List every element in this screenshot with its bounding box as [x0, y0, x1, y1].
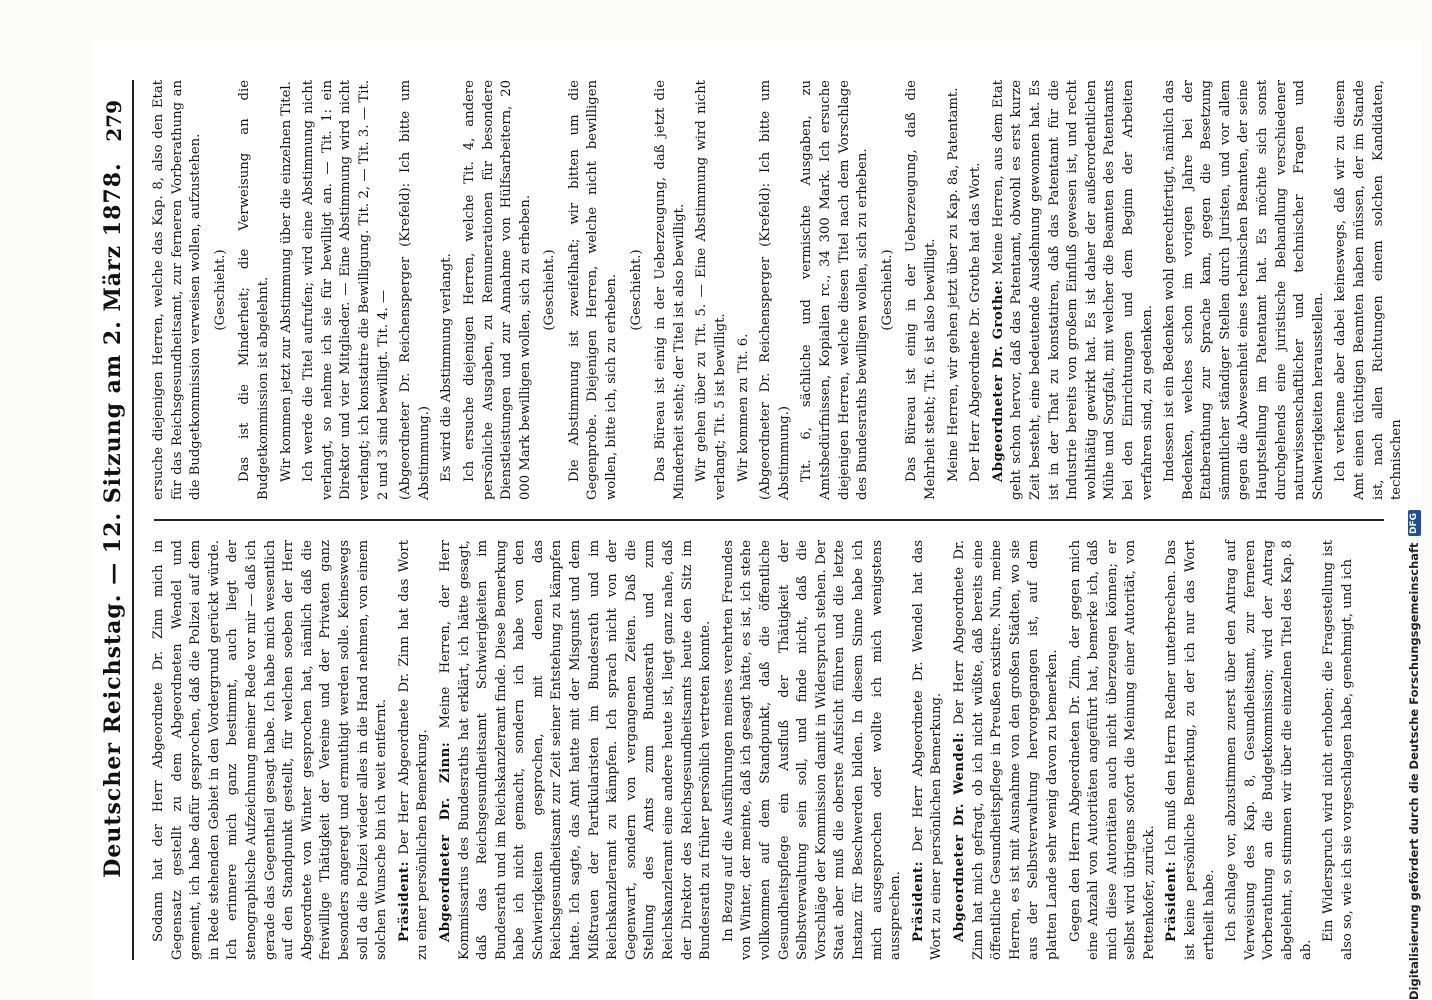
paragraph-text: Ein Widerspruch wird nicht erhoben; die Fragestellung ist also so, wie ich sie vorgeschlagen habe, genehmigt, und ich	[1321, 540, 1355, 960]
paragraph	[945, 80, 964, 500]
paragraph-text: Der Herr Abgeordnete Dr. Zinn hat mich gefragt, ob ich nicht wüßte, daß bereits eine öffentliche Gesundheitspflege in Preußen existire. Nun, meine Herren, es ist mit Ausnahme von den großen Städten, wo sie aus der Selbstverwaltung hervorgegangen ist, auf dem platten Lande sehr wenig davon zu bemerken.	[951, 540, 1060, 960]
document-page	[92, 40, 1422, 1000]
paragraph-text: Meine Herren, wir gehen jetzt über zu Kap. 8a, Patentamt.	[945, 87, 961, 482]
paragraph-text: Das Büreau ist einig in der Ueberzeugung, daß jetzt die Minderheit steht; der Titel ist also bewilligt.	[653, 80, 687, 500]
page-header-title: Deutscher Reichstag. — 12. Sitzung am 2. März 1878.	[100, 162, 126, 878]
paragraph	[236, 80, 273, 500]
paragraph-text: Indessen ist ein Bedenken wohl gerechtfertigt, nämlich das Bedenken, welches schon im vorigen Jahre bei der Etatberathung zur Sprache kam, gegen die Besetzung sämmtlicher ständiger Stellen durch Juristen, und vor allem gegen die Abwesenheit eines technischen Beamten, der seine Hauptstellung im Patentamt hat. Es möchte sich sonst durchgehends eine juristische Behandlung verschiedener naturwissenschaftlicher und technischer Fragen und Schwierigkeiten herausstellen.	[1162, 80, 1326, 500]
paragraph-text: Tit. 6, sächliche und vermischte Ausgaben, zu Amtsbedürfnissen, Kopialien rc., 34 300 Mark. Ich ersuche diejenigen Herren, welche diesen Titel nach dem Vorschlage des Bundesraths bewilligen wollen, sich zu erheben.	[799, 80, 871, 500]
stage-direction	[541, 80, 560, 500]
paragraph-text: Ich muß den Herrn Redner unterbrechen. Das ist keine persönliche Bemerkung, zu der ich nur das Wort ertheilt habe.	[1164, 540, 1217, 960]
paragraph	[438, 80, 457, 500]
paragraph-text: (Geschieht.)	[212, 249, 228, 331]
stage-direction	[628, 80, 647, 500]
paragraph	[967, 80, 986, 500]
paragraph	[652, 80, 689, 500]
paragraph-text: Ich ersuche diejenigen Herren, welche Tit. 4, andere persönliche Ausgaben, zu Remunerationen für besondere Dienstleistungen und zur Annahme von Hülfsarbeitern, 20 000 Mark bewilligen wollen, sich zu erheben.	[461, 80, 533, 500]
paragraph	[910, 540, 947, 960]
right-column	[150, 80, 1411, 500]
paragraph-text: Wir gehen über zu Tit. 5. — Eine Abstimmung wird nicht verlangt; Tit. 5 ist bewilligt.	[694, 80, 729, 500]
paragraph-text: Das Büreau ist einig in der Ueberzeugung, daß die Mehrheit steht; Tit. 6 ist also bewilligt.	[904, 80, 938, 500]
speaker-name: Präsident:	[910, 860, 926, 942]
paragraph-text: Wir kommen zu Tit. 6.	[735, 333, 751, 482]
speaker-name: Abgeordneter Dr. Grothe:	[990, 279, 1006, 482]
paragraph	[1163, 540, 1219, 960]
paragraph-text: Gegen den Herrn Abgeordneten Dr. Zinn, der gegen mich eine Anzahl von Autoritäten angeführt hat, bemerke ich, daß mich diese Autoritäten auch nicht überzeugen können; er selbst wird übrigens sofort die Meinung einer Autorität, von Pettenkofer, zurück.	[1067, 540, 1157, 960]
paragraph	[720, 540, 906, 960]
paragraph-text: Meine Herren, aus dem Etat geht schon hervor, daß das Patentamt, obwohl es erst kurze Zeit besteht, eine bedeutende Ausdehnung gewonnen hat. Es ist in der That zu konstatiren, daß das Patentamt für die Industrie bereits von großem Einfluß gewesen ist, und recht wohlthätig gewirkt hat. Es ist daher der außerordentlichen Mühe und Sorgfalt, mit welcher die Beamten des Patentamts bei den Einrichtungen und dem Beginn der Arbeiten verfahren sind, zu gedenken.	[990, 79, 1155, 500]
paragraph	[1223, 540, 1316, 960]
page-number: 279	[102, 100, 126, 142]
paragraph	[990, 80, 1157, 500]
paragraph-text: Sodann hat der Herr Abgeordnete Dr. Zinn mich in Gegensatz gestellt zu dem Abgeordneten Wendel und gemeint, ich habe dafür gesprochen, daß die Polizei auf dem in Rede stehenden Gebiet in den Vordergrund gerückt würde. Ich erinnere mich ganz bestimmt, auch liegt der stenographische Aufzeichnung meiner Rede vor mir — daß ich gerade das Gegentheil gesagt habe. Ich habe mich wesentlich auf den Standpunkt gestellt, für welchen soeben der Herr Abgeordnete von Winter gesprochen hat, nämlich daß die freiwillige Thätigkeit der Vereine und der Privaten ganz besonders angeregt und ermuthigt werden solle. Keineswegs soll da die Polizei wieder alles in die Hand nehmen, von einem solchen Wunsche bin ich weit entfernt.	[151, 540, 390, 960]
digitization-credit-text: Digitalisierung gefördert durch die Deutsche Forschungsgemeinschaft	[1407, 542, 1421, 1000]
paragraph	[757, 80, 794, 500]
paragraph	[300, 80, 393, 500]
digitization-credit	[1403, 20, 1425, 1000]
paragraph	[396, 540, 433, 960]
speaker-name: Präsident:	[1164, 860, 1180, 942]
paragraph-text: Die Abstimmung ist zweifelhaft; wir bitten um die Gegenprobe. Diejenigen Herren, welche nicht bewilligen wollen, bitte ich, sich zu erheben.	[566, 80, 620, 500]
stage-direction	[212, 80, 231, 500]
paragraph-text: Ich werde die Titel aufrufen; wird eine Abstimmung nicht verlangt, so nehme ich sie für bewilligt an. — Tit. 1: ein Direktor und vier Mitglieder. — Eine Abstimmung wird nicht verlangt; ich konstatire die Bewilligung. Tit. 2, — Tit. 3. — Tit. 2 und 3 sind bewilligt. Tit. 4. —	[301, 80, 391, 500]
paragraph	[903, 80, 940, 500]
paragraph-text: (Geschieht.)	[542, 249, 558, 331]
paragraph-text: ersuche diejenigen Herren, welche das Kap. 8, also den Etat für das Reichsgesundheitsamt, zur ferneren Vorberathung an die Budgetkommission verweisen wollen, aufzustehen.	[151, 80, 204, 500]
paragraph-text: Wir kommen jetzt zur Abstimmung über die einzelnen Titel.	[278, 81, 294, 482]
paragraph	[693, 80, 730, 500]
stage-direction	[879, 80, 898, 500]
paragraph	[437, 540, 716, 960]
paragraph	[798, 80, 872, 500]
paragraph	[566, 80, 622, 500]
paragraph-text: Der Herr Abgeordnete Dr. Zinn hat das Wort zu einer persönlichen Bemerkung.	[396, 540, 431, 960]
dfg-logo-icon: DFG	[1408, 510, 1421, 536]
paragraph-text: Es wird die Abstimmung verlangt.	[439, 253, 455, 482]
paragraph-text: Meine Herren, der Herr Kommissarius des Bundesraths hat erklärt, ich hätte gesagt, daß das Reichsgesundheitsamt Schwierigkeiten im Bundesrath und im Reichskanzleramt finde. Diese Bemerkung habe ich nicht gemacht, sondern ich habe von den Schwierigkeiten gesprochen, mit denen das Reichsgesundheitsamt zur Zeit seiner Entstehung zu kämpfen hatte. Ich sagte, das Amt hatte mit der Misgunst und dem Mißtrauen der Partikularisten im Bundesrath und im Reichskanzleramt zu kämpfen. Ich sprach nicht von der Gegenwart, sondern von vergangenen Zeiten. Daß die Stellung des Amts zum Bundesrath und zum Reichskanzleramt eine andere heute ist, liegt ganz nahe, daß der Direktor des Reichsgesundheitsamts heute den Sitz im Bundesrath zu früher persönlich vertreten konnte.	[437, 540, 714, 960]
paragraph	[150, 80, 206, 500]
paragraph	[735, 80, 754, 500]
paragraph-text: Ich schlage vor, abzustimmen zuerst über den Antrag auf Verweisung des Kap. 8, Gesundheitsamt, zur ferneren Vorberathung an die Budgetkommission; wird der Antrag abgelehnt, so stimmen wir über die einzelnen Titel des Kap. 8 ab.	[1224, 540, 1314, 960]
paragraph	[397, 80, 434, 500]
paragraph-text: Der Herr Abgeordnete Dr. Grothe hat das Wort.	[968, 162, 984, 482]
paragraph	[150, 540, 392, 960]
paragraph	[461, 80, 535, 500]
column-divider	[154, 519, 1384, 521]
paragraph	[1320, 540, 1357, 960]
paragraph-text: (Geschieht.)	[628, 249, 644, 331]
paragraph-text: Der Herr Abgeordnete Dr. Wendel hat das Wort zu einer persönlichen Bemerkung.	[910, 540, 945, 960]
speaker-name: Abgeordneter Dr. Wendel:	[951, 732, 967, 942]
paragraph	[951, 540, 1063, 960]
speaker-name: Abgeordneter Dr. Zinn:	[437, 741, 453, 942]
header-rule	[132, 80, 134, 960]
paragraph-text: (Abgeordneter Dr. Reichensperger (Krefeld): Ich bitte um Abstimmung.)	[398, 80, 432, 500]
paragraph-text: In Bezug auf die Ausführungen meines verehrten Freundes von Winter, der meinte, daß ich gesagt hätte, es ist, ich stehe vollkommen auf dem Standpunkt, daß die öffentliche Gesundheitspflege ein Ausfluß der Thätigkeit der Selbstverwaltung sein soll, und finde nicht, daß die Vorschläge der Kommission damit in Widerspruch stehen. Der Staat aber muß die oberste Aufsicht führen und die letzte Instanz für Beschwerden bilden. In diesem Sinne habe ich mich ausgesprochen oder wollte ich mich wenigstens aussprechen.	[720, 540, 904, 960]
paragraph	[1161, 80, 1328, 500]
paragraph	[1332, 80, 1406, 500]
paragraph-text: Das ist die Minderheit; die Verweisung an die Budgetkommission ist abgelehnt.	[237, 80, 271, 500]
paragraph-text: Ich verkenne aber dabei keineswegs, daß wir zu diesem Amt einen tüchtigen Beamten haben müssen, der im Stande ist, nach allen Richtungen einem solchen Kandidaten, technischen	[1333, 80, 1405, 500]
paragraph-text: (Geschieht.)	[879, 249, 895, 331]
left-column	[150, 540, 1361, 960]
speaker-name: Präsident:	[396, 860, 412, 942]
paragraph-text: (Abgeordneter Dr. Reichensperger (Krefeld): Ich bitte um Abstimmung.)	[758, 80, 792, 500]
paragraph	[1067, 540, 1160, 960]
paragraph	[278, 80, 297, 500]
